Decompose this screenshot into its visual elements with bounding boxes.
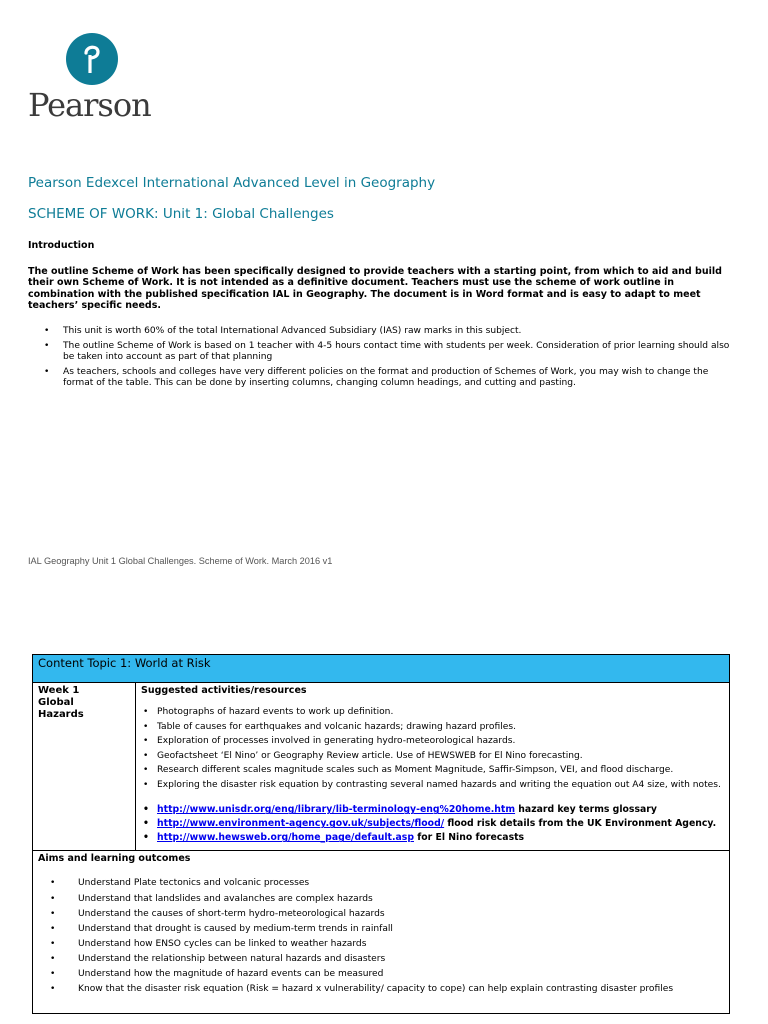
link-description: flood risk details from the UK Environment Agency. <box>444 818 717 830</box>
list-item: • Understand the relationship between natural hazards and disasters <box>50 954 724 965</box>
resource-links-list <box>141 804 724 844</box>
document-title: Pearson Edexcel International Advanced Level in Geography <box>28 175 436 191</box>
pearson-logo-icon <box>66 33 118 85</box>
list-item: • Table of causes for earthquakes and volcanic hazards; drawing hazard profiles. <box>143 722 724 733</box>
list-item: • Geofactsheet ‘El Nino’ or Geography Review article. Use of HEWSWEB for El Nino forecasting. <box>143 751 724 762</box>
unisdr-link[interactable]: http://www.unisdr.org/eng/library/lib-terminology-eng%20home.htm <box>157 804 516 816</box>
activities-title: Suggested activities/resources <box>141 685 307 696</box>
intro-paragraph: The outline Scheme of Work has been specifically designed to provide teachers with a starting point, from which to aid and build their own Scheme of Work. It is not intended as a definitive document. Teachers must use the scheme of work outline in combination with the published specification IAL in Geography. The document is in Word format and is easy to adapt to meet teachers’ specific needs. <box>28 266 722 312</box>
week-label <box>33 683 136 851</box>
pearson-wordmark: Pearson <box>28 86 151 124</box>
list-item: • Understand the causes of short-term hydro-meteorological hazards <box>50 909 724 920</box>
environment-agency-link[interactable]: http://www.environment-agency.gov.uk/subjects/flood/ <box>157 818 445 830</box>
activities-cell <box>136 683 730 851</box>
hewsweb-link[interactable]: http://www.hewsweb.org/home_page/default.asp <box>157 832 414 844</box>
list-item: • Understand Plate tectonics and volcanic processes <box>50 878 724 889</box>
list-item: • Understand that drought is caused by medium-term trends in rainfall <box>50 924 724 935</box>
list-item: • Understand how ENSO cycles can be linked to weather hazards <box>50 939 724 950</box>
aims-title: Aims and learning outcomes <box>38 853 191 865</box>
list-item: • Research different scales magnitude scales such as Moment Magnitude, Saffir-Simpson, VEI, and flood discharge. <box>143 765 724 776</box>
intro-heading: Introduction <box>28 240 95 251</box>
list-item: • Exploration of processes involved in generating hydro-meteorological hazards. <box>143 736 724 747</box>
list-item: • The outline Scheme of Work is based on 1 teacher with 4-5 hours contact time with students per week. Consideration of prior learning should also be taken into account as part of that planning <box>44 341 734 363</box>
list-item: • Exploring the disaster risk equation by contrasting several named hazards and writing the equation out A4 size, with notes. <box>143 780 724 791</box>
list-item: • Photographs of hazard events to work up definition. <box>143 707 724 718</box>
intro-bullet-list <box>44 326 734 393</box>
document-subtitle: SCHEME OF WORK: Unit 1: Global Challenges <box>28 206 334 222</box>
activities-list <box>141 707 724 790</box>
scheme-of-work-table <box>32 654 730 1014</box>
link-description: hazard key terms glossary <box>515 804 657 816</box>
aims-list <box>38 878 724 995</box>
list-item: • Know that the disaster risk equation (Risk = hazard x vulnerability/ capacity to cope) can help explain contrasting disaster profiles <box>50 984 724 995</box>
list-item <box>143 832 724 844</box>
content-topic-header: Content Topic 1: World at Risk <box>33 655 730 683</box>
list-item: • This unit is worth 60% of the total International Advanced Subsidiary (IAS) raw marks in this subject. <box>44 326 734 337</box>
table-row <box>33 851 730 1014</box>
link-description: for El Nino forecasts <box>413 832 525 844</box>
list-item <box>143 818 724 830</box>
table-row <box>33 683 730 851</box>
page-footer: IAL Geography Unit 1 Global Challenges. Scheme of Work. March 2016 v1 <box>28 556 333 566</box>
aims-cell <box>33 851 730 1014</box>
week-number: Week 1 <box>38 685 80 696</box>
list-item: • Understand that landslides and avalanches are complex hazards <box>50 894 724 905</box>
list-item: • Understand how the magnitude of hazard events can be measured <box>50 969 724 980</box>
week-topic: Global Hazards <box>38 697 84 720</box>
list-item <box>143 804 724 816</box>
table-row <box>33 655 730 683</box>
list-item: • As teachers, schools and colleges have very different policies on the format and production of Schemes of Work, you may wish to change the format of the table. This can be done by inserting columns, changing column headings, and cutting and pasting. <box>44 367 734 389</box>
